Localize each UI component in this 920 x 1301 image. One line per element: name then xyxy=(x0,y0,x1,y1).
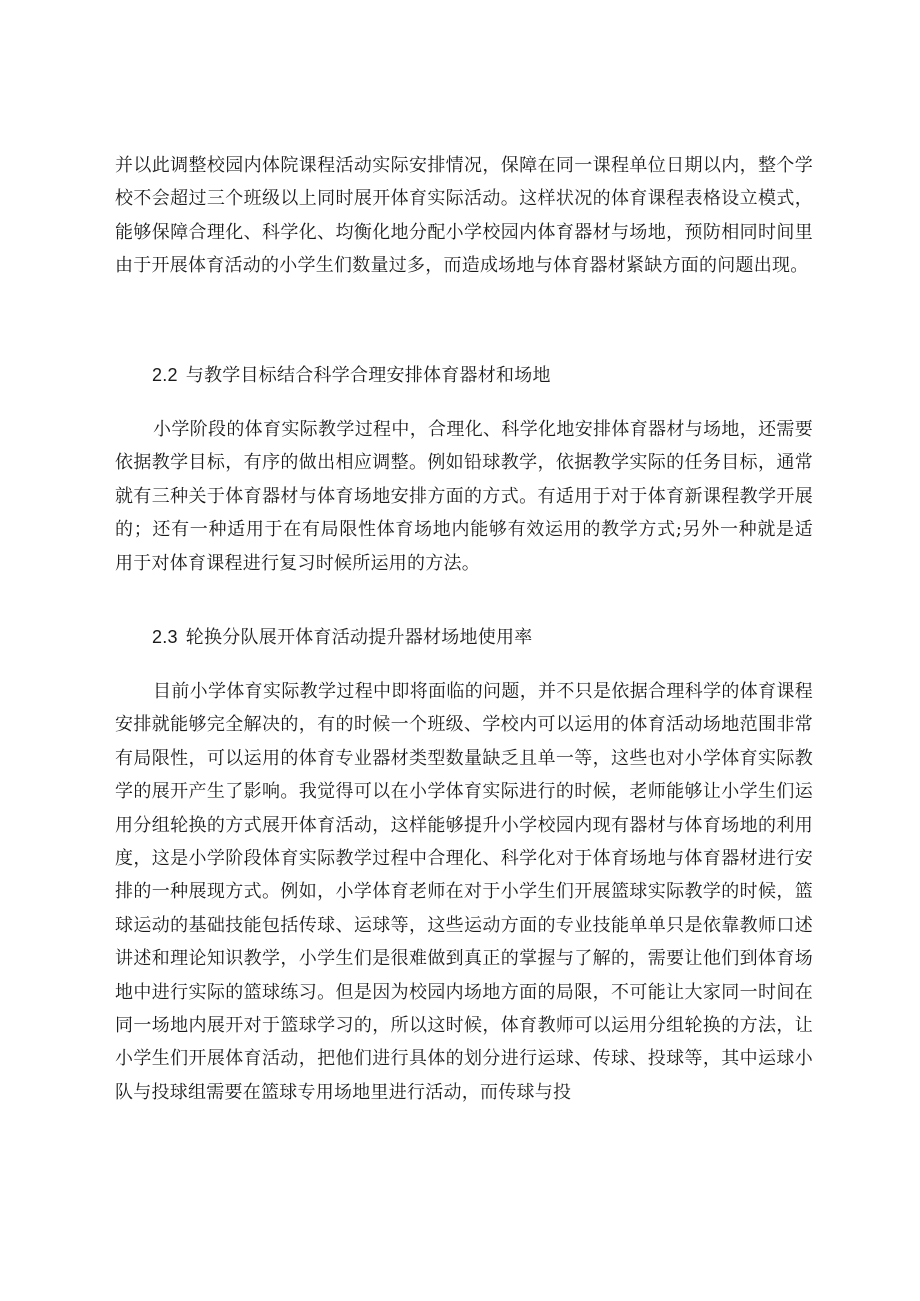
section-title: 轮换分队展开体育活动提升器材场地使用率 xyxy=(185,627,533,648)
section-number: 2.3 xyxy=(152,627,178,647)
paragraph-body: 小学阶段的体育实际教学过程中，合理化、科学化地安排体育器材与场地，还需要依据教学目标，有序的做出相应调整。例如铅球教学，依据教学实际的任务目标，通常就有三种关于体育器材与体育场地安排方面的方式。有适用于对于体育新课程教学开展的；还有一种适用于在有局限性体育场地内能够有效运用的教学方式;另外一种就是适用于对体育课程进行复习时候所运用的方法。 xyxy=(115,419,813,574)
section-title: 与教学目标结合科学合理安排体育器材和场地 xyxy=(185,365,551,386)
section-heading-2-2 xyxy=(152,362,551,389)
section-heading-2-3 xyxy=(152,624,533,651)
section-number: 2.2 xyxy=(152,365,178,385)
paragraph-continuation: 并以此调整校园内体院课程活动实际安排情况，保障在同一课程单位日期以内，整个学校不会超过三个班级以上同时展开体育实际活动。这样状况的体育课程表格设立模式，能够保障合理化、科学化、均衡化地分配小学校园内体育器材与场地，预防相同时间里由于开展体育活动的小学生们数量过多，而造成场地与体育器材紧缺方面的问题出现。 xyxy=(115,155,813,277)
paragraph-body: 目前小学体育实际教学过程中即将面临的问题，并不只是依据合理科学的体育课程安排就能够完全解决的，有的时候一个班级、学校内可以运用的体育活动场地范围非常有局限性，可以运用的体育专业器材类型数量缺乏且单一等，这些也对小学体育实际教学的展开产生了影响。我觉得可以在小学体育实际进行的时候，老师能够让小学生们运用分组轮换的方式展开体育活动，这样能够提升小学校园内现有器材与体育场地的利用度，这是小学阶段体育实际教学过程中合理化、科学化对于体育场地与体育器材进行安排的一种展现方式。例如，小学体育老师在对于小学生们开展篮球实际教学的时候，篮球运动的基础技能包括传球、运球等，这些运动方面的专业技能单单只是依靠教师口述讲述和理论知识教学，小学生们是很难做到真正的掌握与了解的，需要让他们到体育场地中进行实际的篮球练习。但是因为校园内场地方面的局限，不可能让大家同一时间在同一场地内展开对于篮球学习的，所以这时候，体育教师可以运用分组轮换的方法，让小学生们开展体育活动，把他们进行具体的划分进行运球、传球、投球等，其中运球小队与投球组需要在篮球专用场地里进行活动，而传球与投 xyxy=(115,681,813,1103)
